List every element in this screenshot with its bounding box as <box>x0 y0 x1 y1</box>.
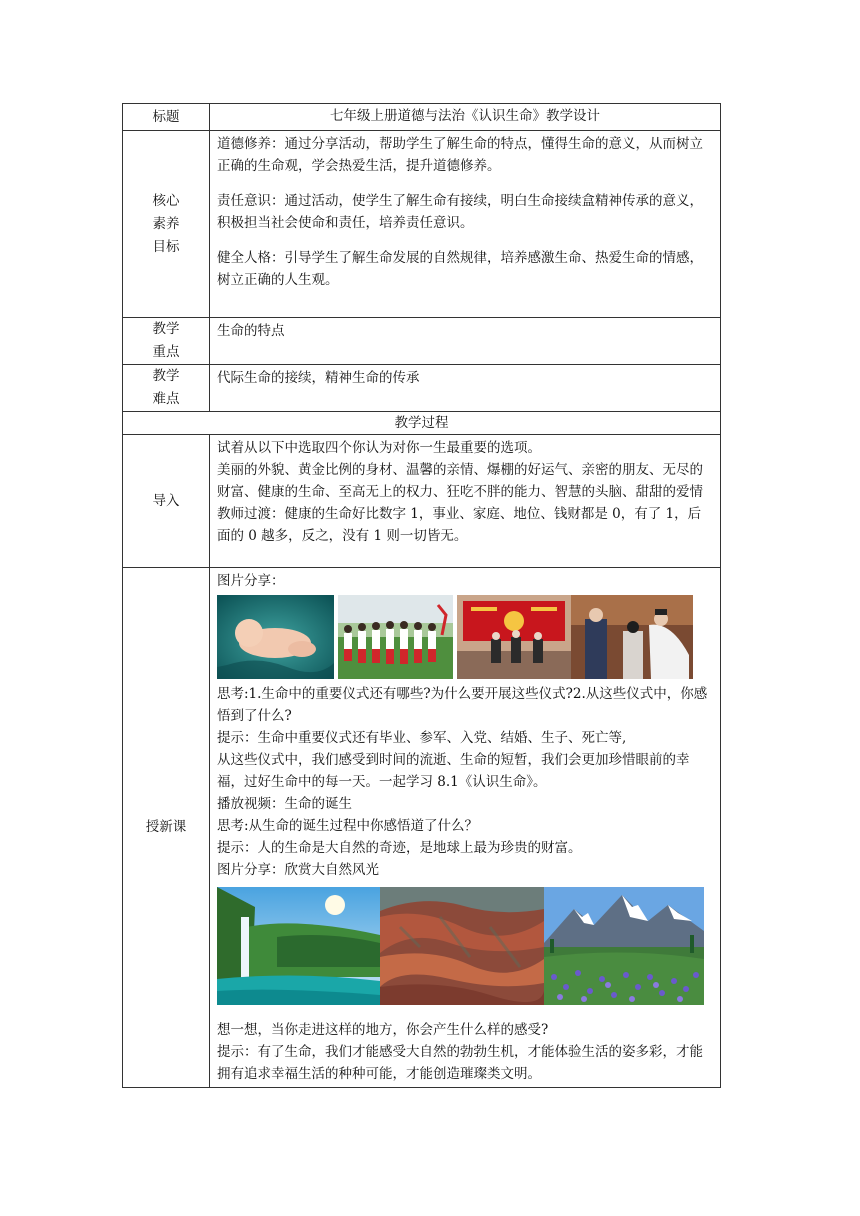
new-lesson-line: 从这些仪式中，我们感受到时间的流逝、生命的短暂，我们会更加珍惜眼前的幸福，过好生命中的每一天。一起学习 8.1《认识生命》。 <box>217 752 690 790</box>
label-line: 难点 <box>152 391 180 407</box>
title-row <box>123 104 721 131</box>
new-lesson-label: 授新课 <box>123 568 210 1088</box>
intro-row <box>123 435 721 568</box>
core-literacy-label <box>123 131 210 318</box>
process-heading: 教学过程 <box>123 412 721 435</box>
new-lesson-line: 提示：生命中重要仪式还有毕业、参军、入党、结婚、生子、死亡等, <box>217 730 627 746</box>
new-lesson-content <box>210 568 721 1088</box>
title-label: 标题 <box>123 104 210 131</box>
party-oath-photo <box>457 595 571 679</box>
label-line: 素养 <box>152 215 180 232</box>
mountain-wildflowers-photo <box>544 887 704 1005</box>
intro-line: 教师过渡：健康的生命好比数字 1，事业、家庭、地位、钱财都是 0，有了 1，后面的 0 越多，反之，没有 1 则一切皆无。 <box>217 506 702 544</box>
difficulty-row <box>123 365 721 412</box>
new-lesson-line: 想一想，当你走进这样的地方，你会产生什么样的感受? <box>217 1022 549 1038</box>
difficulty-value: 代际生命的接续，精神生命的传承 <box>210 365 721 412</box>
young-pioneers-photo <box>338 595 453 679</box>
core-paragraph-responsibility: 责任意识：通过活动，使学生了解生命有接续，明白生命接续盒精神传承的意义，积极担当社会使命和责任，培养责任意识。 <box>217 193 703 231</box>
title-value: 七年级上册道德与法治《认识生命》教学设计 <box>210 104 721 131</box>
coming-of-age-ceremony-photo <box>571 595 693 679</box>
difficulty-label <box>123 365 210 412</box>
new-lesson-line: 思考:从生命的诞生过程中你感悟道了什么？ <box>217 818 479 834</box>
photo-share-heading: 图片分享： <box>217 573 285 589</box>
new-lesson-line: 播放视频：生命的诞生 <box>217 796 352 812</box>
lesson-plan-table <box>122 103 721 1088</box>
core-paragraph-morality: 道德修养：通过分享活动，帮助学生了解生命的特点，懂得生命的意义，从而树立正确的生命观，学会热爱生活，提升道德修养。 <box>217 136 703 174</box>
intro-label: 导入 <box>123 435 210 568</box>
ceremony-photo-row <box>217 595 714 679</box>
key-point-label <box>123 318 210 365</box>
process-heading-row <box>123 412 721 435</box>
new-lesson-line: 图片分享：欣赏大自然风光 <box>217 862 379 878</box>
key-point-value: 生命的特点 <box>210 318 721 365</box>
new-lesson-row <box>123 568 721 1088</box>
core-literacy-content <box>210 131 721 318</box>
intro-line: 美丽的外貌、黄金比例的身材、温馨的亲情、爆棚的好运气、亲密的朋友、无尽的财富、健康的生命、至高无上的权力、狂吃不胖的能力、智慧的头脑、甜甜的爱情 <box>217 462 703 500</box>
nature-photo-row <box>217 887 714 1005</box>
label-line: 教学 <box>152 321 180 337</box>
label-line: 核心 <box>152 192 180 209</box>
intro-line: 试着从以下中选取四个你认为对你一生最重要的选项。 <box>217 440 541 456</box>
label-line: 目标 <box>152 238 180 255</box>
newborn-baby-photo <box>217 595 334 679</box>
danxia-landform-photo <box>380 887 544 1005</box>
new-lesson-line: 思考:1.生命中的重要仪式还有哪些?为什么要开展这些仪式?2.从这些仪式中，你感悟到了什么? <box>217 686 708 724</box>
label-line: 教学 <box>152 368 180 384</box>
label-line: 重点 <box>152 344 180 360</box>
waterfall-photo <box>217 887 380 1005</box>
core-literacy-row <box>123 131 721 318</box>
key-point-row <box>123 318 721 365</box>
intro-content <box>210 435 721 568</box>
new-lesson-line: 提示：人的生命是大自然的奇迹，是地球上最为珍贵的财富。 <box>217 840 582 856</box>
new-lesson-line: 提示：有了生命，我们才能感受大自然的勃勃生机，才能体验生活的姿多彩，才能拥有追求幸福生活的种种可能，才能创造璀璨类文明。 <box>217 1044 703 1082</box>
core-paragraph-personality: 健全人格：引导学生了解生命发展的自然规律，培养感激生命、热爱生命的情感，树立正确的人生观。 <box>217 250 703 288</box>
